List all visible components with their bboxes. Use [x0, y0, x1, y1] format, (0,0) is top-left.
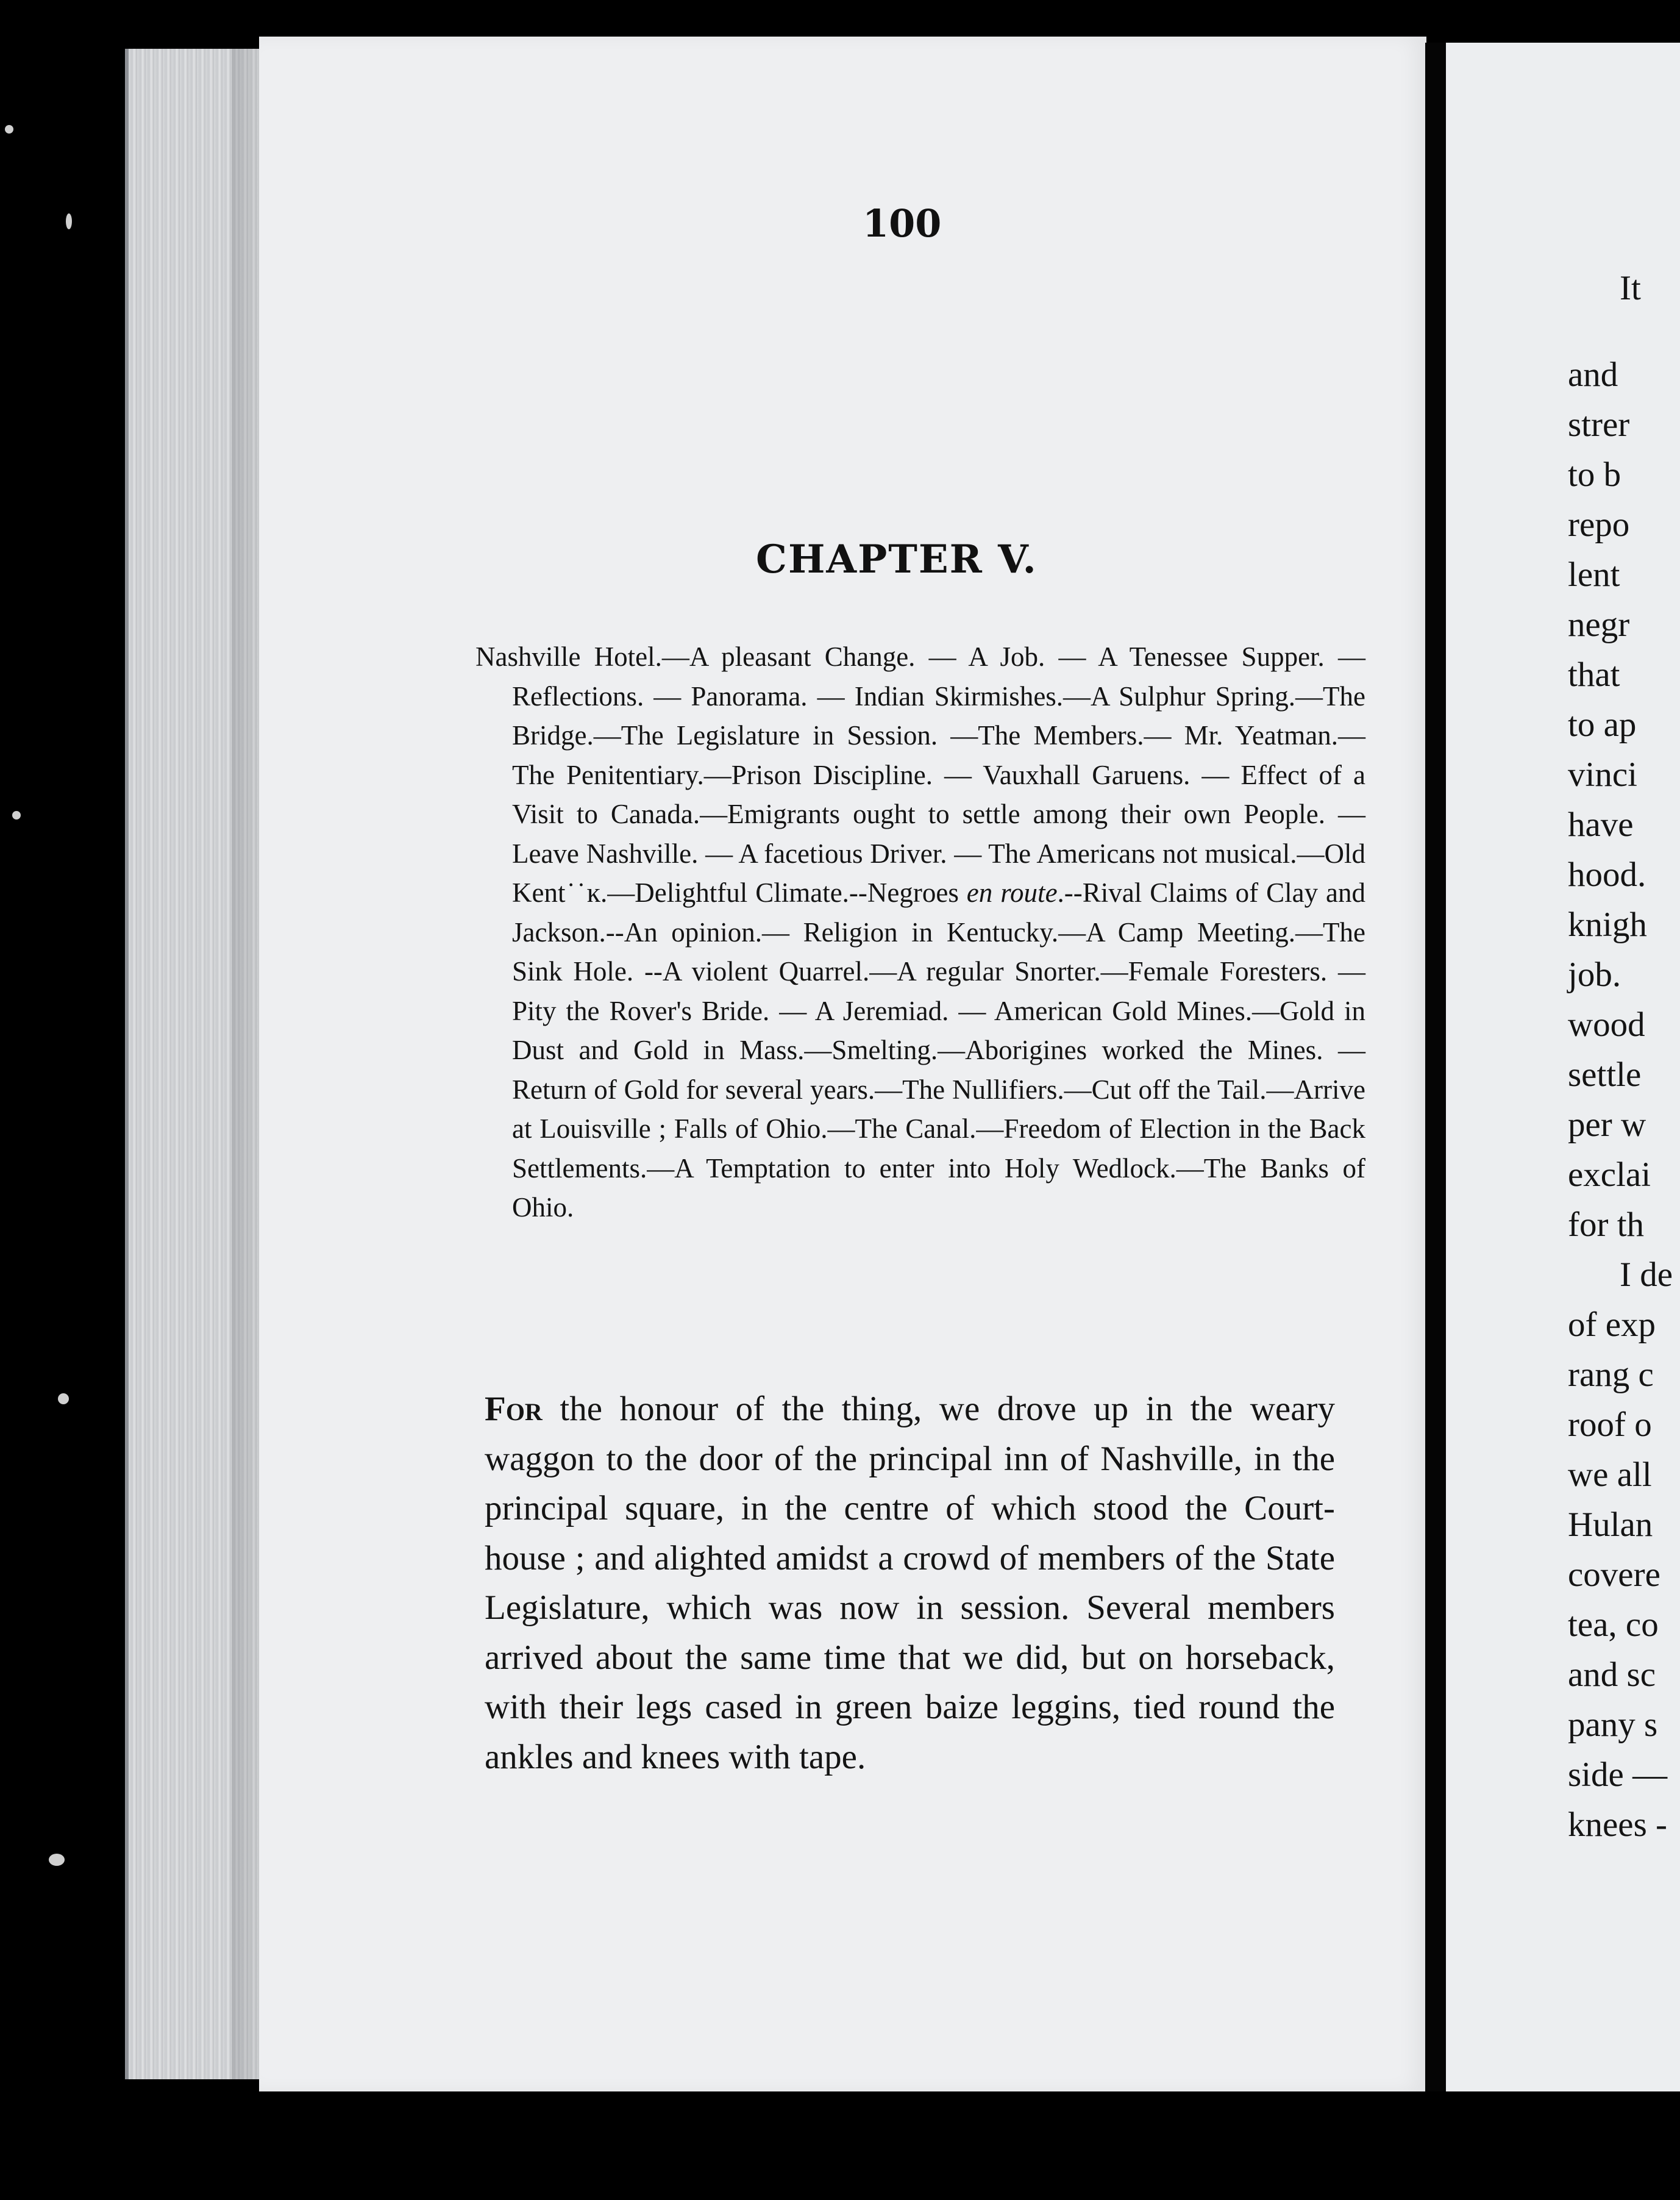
facing-page-line: job.	[1568, 955, 1621, 994]
facing-page-line: covere	[1568, 1555, 1660, 1594]
book-gutter	[1425, 43, 1446, 2091]
facing-page-line: to ap	[1568, 705, 1637, 744]
facing-page-line: wood	[1568, 1005, 1645, 1044]
facing-page-line: pany s	[1568, 1705, 1658, 1744]
facing-page-line: settle	[1568, 1055, 1642, 1094]
facing-page-line: and sc	[1568, 1655, 1656, 1694]
facing-page-line: knees -	[1568, 1805, 1668, 1844]
facing-page-line: rang c	[1568, 1355, 1654, 1394]
chapter-synopsis	[475, 637, 1365, 1227]
facing-page-line: have	[1568, 805, 1634, 844]
facing-page-line: for th	[1568, 1205, 1645, 1244]
facing-page-line: side —	[1568, 1755, 1668, 1794]
facing-page	[1446, 43, 1680, 2091]
facing-page-line: Hulan	[1568, 1505, 1653, 1544]
body-paragraph-text: the honour of the thing, we drove up in the weary waggon to the door of the principal inn of Nashville, in the principal square, in the centre of which stood the Court-house ; and alighted amidst a crowd of members of the State Legislature, which was now in session. Several members arrived about the same time that we did, but on horseback, with their legs cased in green baize leggins, tied round the ankles and knees with tape.	[485, 1390, 1335, 1776]
facing-page-line: vinci	[1568, 755, 1637, 794]
body-paragraph	[485, 1384, 1335, 1782]
scan-speck	[49, 1854, 65, 1866]
facing-page-line: roof o	[1568, 1405, 1652, 1444]
facing-page-line: of exp	[1568, 1305, 1656, 1344]
facing-page-line: we all	[1568, 1455, 1652, 1494]
facing-page-line: hood.	[1568, 855, 1646, 894]
facing-page-line: It	[1620, 269, 1641, 307]
scan-speck	[58, 1393, 69, 1404]
facing-page-line: that	[1568, 655, 1620, 694]
synopsis-text-part-1: Nashville Hotel.—A pleasant Change. — A Job. — A Tenessee Supper. — Reflections. — Panorama. — Indian Skirmishes.—A Sulphur Spring.—The Bridge.—The Legislature in Session. —The Members.— Mr. Yeatman.—The Penitentiary.—Prison Discipline. — Vauxhall Garuens. — Effect of a Visit to Canada.—Emigrants ought to settle among their own People. —Leave Nashville. — A facetious Driver. — The Americans not musical.—Old Kent˙˙ĸ.—Delightful Climate.--Negroes	[475, 641, 1365, 908]
opening-word: For	[485, 1390, 543, 1428]
synopsis-text-part-2: .--Rival Claims of Clay and Jackson.--An opinion.— Religion in Kentucky.—A Camp Meeting.—The Sink Hole. --A violent Quarrel.—A regular Snorter.—Female Foresters. —Pity the Rover's Bride. — A Jeremiad. — American Gold Mines.—Gold in Dust and Gold in Mass.—Smelting.—Aborigines worked the Mines. — Return of Gold for several years.—The Nullifiers.—Cut off the Tail.—Arrive at Louisville ; Falls of Ohio.—The Canal.—Freedom of Election in the Back Settlements.—A Temptation to enter into Holy Wedlock.—The Banks of Ohio.	[512, 877, 1366, 1223]
page-number: 100	[863, 201, 942, 246]
scan-speck	[5, 125, 13, 134]
facing-page-line: exclai	[1568, 1155, 1651, 1194]
facing-page-line: per w	[1568, 1105, 1646, 1144]
facing-page-line: tea, co	[1568, 1605, 1659, 1644]
facing-page-line: I de	[1620, 1255, 1673, 1294]
scan-speck	[66, 213, 72, 229]
facing-page-line: negr	[1568, 605, 1630, 644]
synopsis-italic-phrase: en route	[966, 877, 1058, 908]
chapter-title: CHAPTER V.	[756, 537, 1038, 582]
facing-page-line: knigh	[1568, 905, 1647, 944]
facing-page-line: repo	[1568, 505, 1630, 544]
facing-page-line: to b	[1568, 455, 1621, 494]
facing-page-line: strer	[1568, 405, 1630, 444]
facing-page-line: lent	[1568, 555, 1620, 594]
scan-speck	[12, 811, 21, 820]
facing-page-line: and	[1568, 355, 1618, 394]
